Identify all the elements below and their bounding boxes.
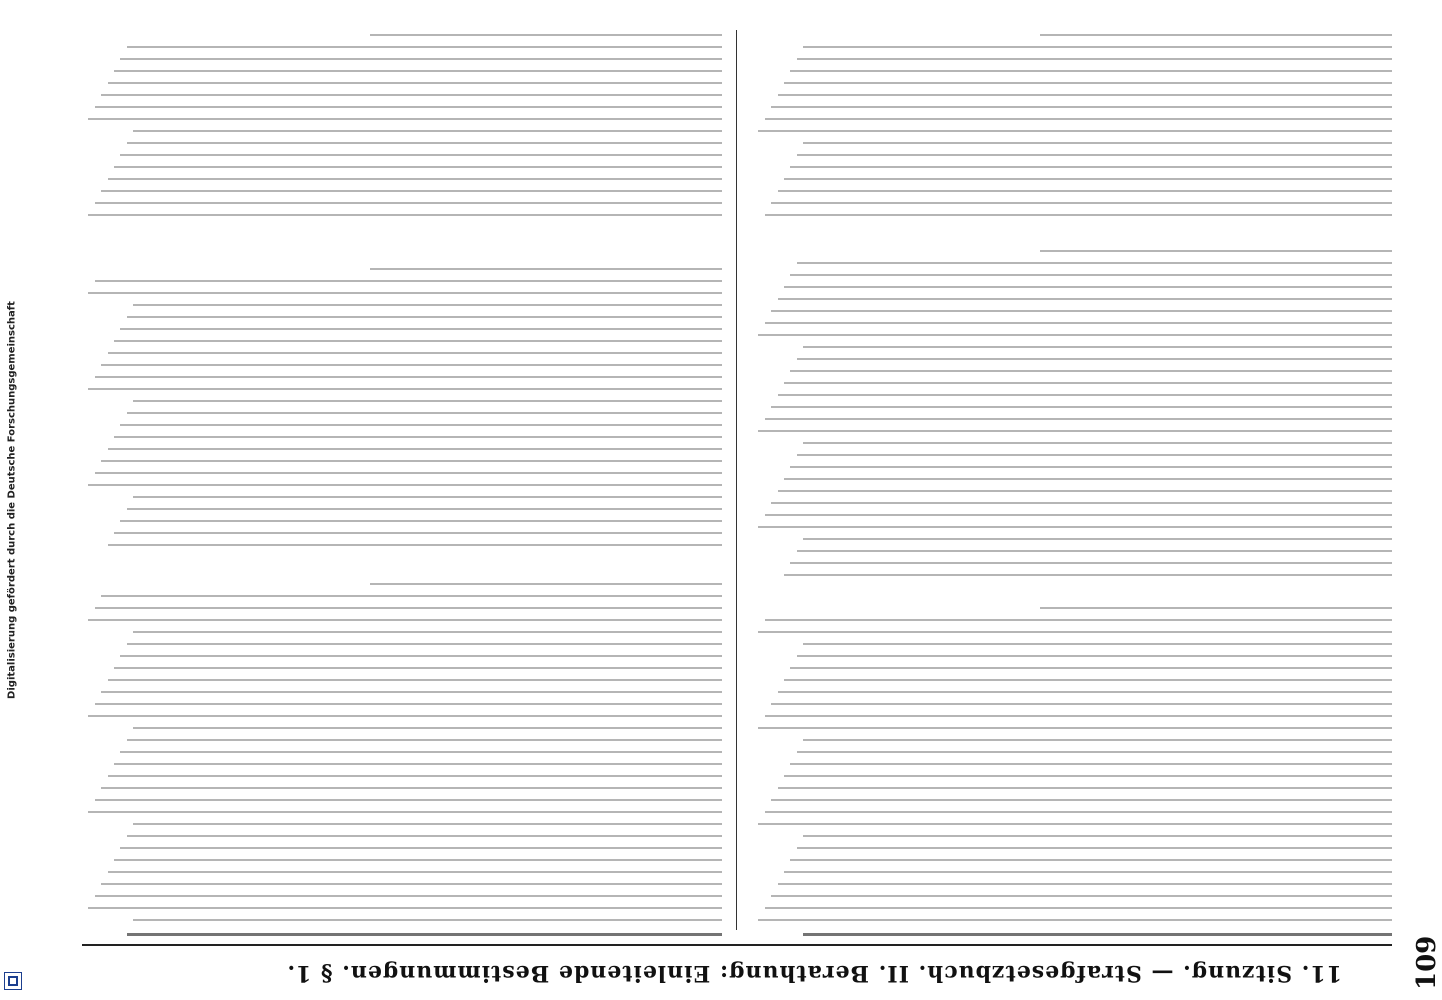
text-line: [765, 214, 1392, 216]
text-line: [114, 436, 722, 438]
text-line: [120, 655, 722, 657]
text-line: [127, 316, 722, 318]
text-line: [778, 883, 1392, 885]
text-block: [82, 573, 722, 936]
text-line: [114, 166, 722, 168]
text-line: [771, 703, 1392, 705]
text-line: [778, 691, 1392, 693]
text-line: [758, 526, 1392, 528]
text-line: [784, 574, 1392, 576]
text-line: [803, 739, 1392, 741]
text-line: [133, 631, 722, 633]
text-line: [101, 460, 722, 462]
text-line: [797, 751, 1392, 753]
text-column-right: [82, 16, 722, 936]
running-header-title: 11. Sitzung. — Strafgesetzbuch. II. Berathung: Einleitende Bestimmungen. § 1.: [286, 960, 1342, 986]
text-line: [758, 823, 1392, 825]
text-line: [771, 799, 1392, 801]
text-line: [778, 394, 1392, 396]
text-line: [803, 538, 1392, 540]
text-line: [95, 703, 722, 705]
text-line: [95, 895, 722, 897]
text-line: [120, 424, 722, 426]
text-line: [114, 532, 722, 534]
text-line: [127, 46, 722, 48]
text-line: [784, 382, 1392, 384]
text-line: [127, 412, 722, 414]
text-line: [771, 310, 1392, 312]
text-line: [778, 190, 1392, 192]
text-block: [752, 597, 1392, 936]
text-line: [133, 400, 722, 402]
text-line: [790, 370, 1392, 372]
text-column-left: [752, 16, 1392, 936]
text-line: [108, 178, 722, 180]
text-line: [108, 544, 722, 546]
text-line: [127, 835, 722, 837]
text-line: [95, 799, 722, 801]
text-line: [120, 751, 722, 753]
text-line: [758, 727, 1392, 729]
text-line: [1040, 34, 1392, 36]
text-line: [765, 322, 1392, 324]
text-line: [127, 739, 722, 741]
text-line: [771, 502, 1392, 504]
text-line: [370, 583, 722, 585]
text-line: [758, 334, 1392, 336]
text-line: [108, 679, 722, 681]
column-divider: [736, 30, 737, 930]
text-line: [803, 643, 1392, 645]
text-line: [758, 631, 1392, 633]
text-line: [127, 643, 722, 645]
text-line: [120, 520, 722, 522]
text-line: [778, 787, 1392, 789]
text-line: [803, 142, 1392, 144]
text-line: [797, 154, 1392, 156]
text-line: [95, 106, 722, 108]
text-line: [797, 847, 1392, 849]
text-line: [120, 328, 722, 330]
text-block: [752, 240, 1392, 576]
text-line: [790, 166, 1392, 168]
text-line: [133, 130, 722, 132]
text-line: [784, 82, 1392, 84]
text-line: [101, 94, 722, 96]
text-line: [784, 478, 1392, 480]
text-line: [133, 727, 722, 729]
text-line: [114, 859, 722, 861]
text-line: [95, 607, 722, 609]
text-line: [95, 280, 722, 282]
text-line: [765, 907, 1392, 909]
text-line: [133, 496, 722, 498]
text-line: [784, 178, 1392, 180]
text-line: [790, 562, 1392, 564]
text-line: [790, 70, 1392, 72]
text-line: [114, 70, 722, 72]
text-line: [765, 418, 1392, 420]
text-line: [803, 442, 1392, 444]
text-line: [114, 763, 722, 765]
text-line: [120, 58, 722, 60]
text-line: [803, 835, 1392, 837]
text-line: [88, 118, 722, 120]
text-line: [784, 775, 1392, 777]
text-line: [784, 871, 1392, 873]
text-line: [108, 871, 722, 873]
text-line: [797, 262, 1392, 264]
text-line: [101, 595, 722, 597]
text-line: [88, 619, 722, 621]
text-line: [95, 376, 722, 378]
text-line: [778, 490, 1392, 492]
text-line: [101, 787, 722, 789]
text-line: [120, 154, 722, 156]
text-line: [88, 811, 722, 813]
digitization-credit: Digitalisierung gefördert durch die Deutsche Forschungsgemeinschaft: [6, 301, 18, 699]
text-line: [1040, 250, 1392, 252]
text-line: [1040, 607, 1392, 609]
text-line: [133, 823, 722, 825]
text-line: [803, 46, 1392, 48]
text-line: [765, 811, 1392, 813]
text-line: [797, 58, 1392, 60]
text-line: [784, 679, 1392, 681]
text-line: [95, 202, 722, 204]
text-line: [88, 715, 722, 717]
text-line: [797, 550, 1392, 552]
text-line: [765, 715, 1392, 717]
text-line: [797, 454, 1392, 456]
text-line: [88, 388, 722, 390]
text-line: [771, 106, 1392, 108]
dfg-logo-icon: [4, 972, 22, 990]
text-line: [790, 763, 1392, 765]
text-line: [803, 346, 1392, 348]
header-rule: [82, 944, 1392, 946]
text-line: [790, 667, 1392, 669]
text-line: [127, 508, 722, 510]
text-line: [790, 466, 1392, 468]
text-line: [88, 214, 722, 216]
text-line: [101, 190, 722, 192]
text-line: [790, 274, 1392, 276]
text-columns: [82, 16, 1392, 936]
text-line: [88, 907, 722, 909]
text-line: [133, 304, 722, 306]
text-line: [88, 292, 722, 294]
text-line: [120, 847, 722, 849]
text-block: [82, 258, 722, 546]
text-line: [778, 298, 1392, 300]
text-line: [771, 895, 1392, 897]
text-line: [765, 118, 1392, 120]
text-line: [114, 340, 722, 342]
text-line: [133, 919, 722, 921]
text-line: [127, 933, 722, 936]
text-line: [127, 142, 722, 144]
text-line: [778, 94, 1392, 96]
text-line: [101, 883, 722, 885]
text-line: [114, 667, 722, 669]
text-line: [101, 691, 722, 693]
text-line: [771, 202, 1392, 204]
text-block: [752, 24, 1392, 216]
text-line: [771, 406, 1392, 408]
text-line: [758, 130, 1392, 132]
text-line: [790, 859, 1392, 861]
text-line: [797, 655, 1392, 657]
text-line: [370, 268, 722, 270]
text-line: [784, 286, 1392, 288]
text-line: [108, 448, 722, 450]
text-line: [803, 933, 1392, 936]
text-line: [765, 619, 1392, 621]
text-line: [108, 82, 722, 84]
text-line: [88, 484, 722, 486]
text-line: [101, 364, 722, 366]
text-line: [108, 775, 722, 777]
running-header: [40, 935, 1442, 1000]
text-line: [765, 514, 1392, 516]
page-number: 109: [1412, 935, 1442, 990]
text-line: [108, 352, 722, 354]
text-line: [758, 430, 1392, 432]
text-line: [797, 358, 1392, 360]
text-line: [95, 472, 722, 474]
scanned-page: [40, 0, 1442, 1000]
text-line: [370, 34, 722, 36]
text-line: [758, 919, 1392, 921]
digitization-credit-strip: [0, 0, 24, 1000]
text-block: [82, 24, 722, 216]
